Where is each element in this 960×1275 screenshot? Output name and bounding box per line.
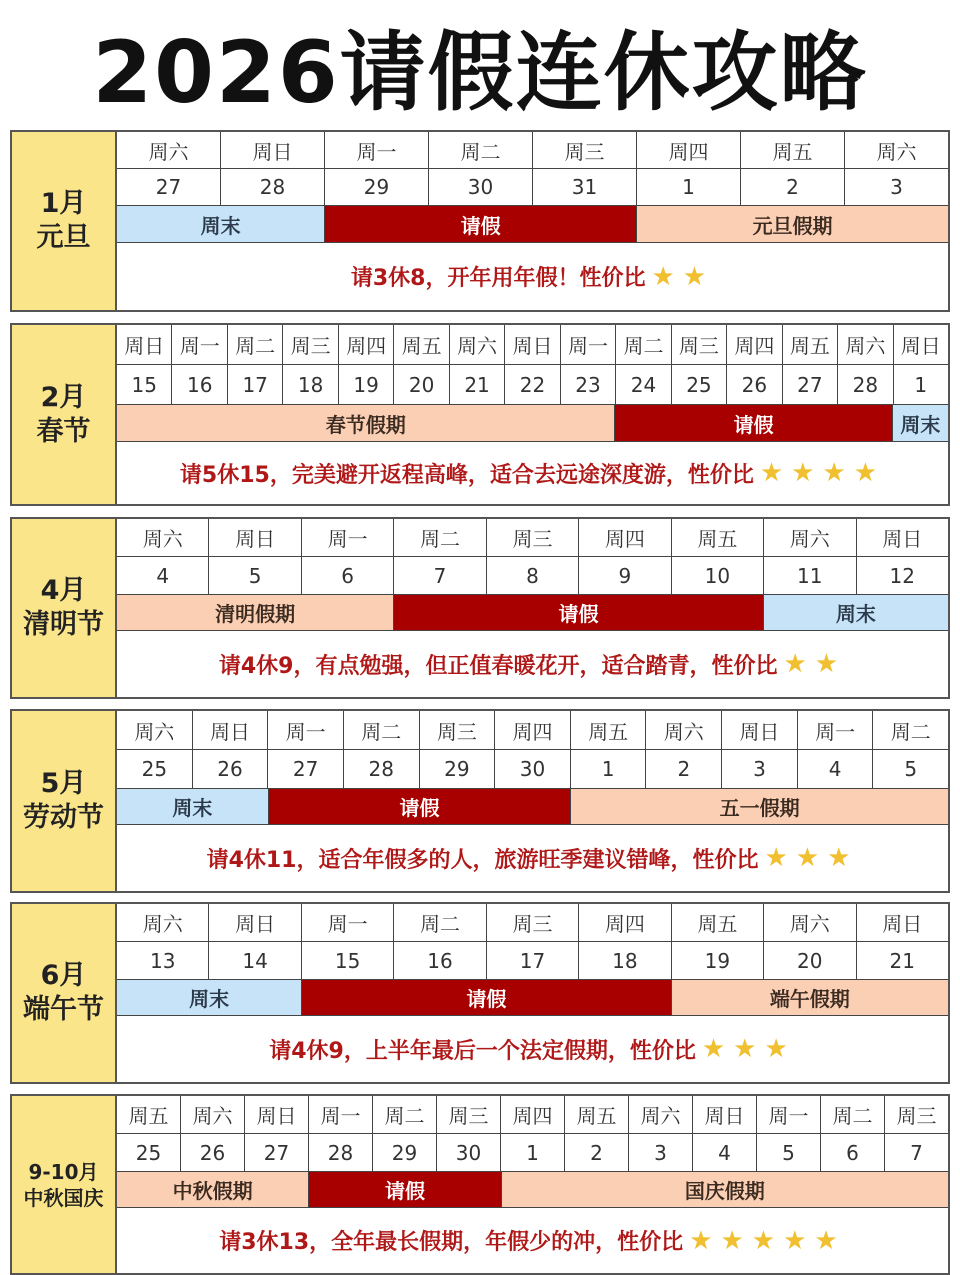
date-cell: 1 bbox=[637, 169, 741, 205]
date-row bbox=[117, 557, 948, 595]
weekday-cell: 周一 bbox=[172, 325, 227, 364]
date-cell: 27 bbox=[245, 1134, 309, 1171]
summary-note bbox=[117, 442, 948, 504]
section-label bbox=[12, 519, 117, 697]
date-cell: 28 bbox=[838, 365, 893, 404]
date-cell: 25 bbox=[117, 1134, 181, 1171]
calendar-grid bbox=[117, 325, 948, 504]
star-rating-icon: ★★★ bbox=[701, 1034, 796, 1064]
date-cell: 13 bbox=[117, 942, 209, 979]
weekday-cell: 周三 bbox=[533, 132, 637, 168]
holiday-name: 端午节 bbox=[23, 994, 104, 1025]
weekday-cell: 周二 bbox=[429, 132, 533, 168]
date-cell: 1 bbox=[501, 1134, 565, 1171]
weekday-cell: 周五 bbox=[565, 1096, 629, 1133]
period-holiday: 端午假期 bbox=[672, 980, 948, 1015]
holiday-name: 劳动节 bbox=[23, 802, 104, 833]
weekday-cell: 周六 bbox=[764, 904, 856, 941]
weekday-cell: 周日 bbox=[209, 519, 301, 556]
weekday-cell: 周三 bbox=[420, 711, 496, 749]
date-cell: 4 bbox=[798, 750, 874, 788]
weekday-cell: 周六 bbox=[838, 325, 893, 364]
period-band bbox=[117, 595, 948, 631]
date-cell: 17 bbox=[228, 365, 283, 404]
period-holiday: 清明假期 bbox=[117, 595, 394, 630]
date-cell: 29 bbox=[325, 169, 429, 205]
date-cell: 6 bbox=[821, 1134, 885, 1171]
date-cell: 6 bbox=[302, 557, 394, 594]
date-cell: 27 bbox=[783, 365, 838, 404]
period-band bbox=[117, 980, 948, 1016]
holiday-section bbox=[10, 130, 950, 312]
weekday-cell: 周一 bbox=[561, 325, 616, 364]
weekday-cell: 周六 bbox=[764, 519, 856, 556]
date-cell: 2 bbox=[565, 1134, 629, 1171]
date-cell: 5 bbox=[209, 557, 301, 594]
holiday-name: 中秋国庆 bbox=[23, 1185, 104, 1210]
weekday-cell: 周三 bbox=[283, 325, 338, 364]
date-cell: 27 bbox=[117, 169, 221, 205]
weekday-cell: 周四 bbox=[579, 519, 671, 556]
period-band bbox=[117, 789, 948, 825]
date-cell: 5 bbox=[904, 757, 918, 781]
date-row bbox=[117, 169, 948, 206]
date-cell: 27 bbox=[268, 750, 344, 788]
period-holiday: 国庆假期 bbox=[502, 1172, 948, 1207]
weekday-cell: 周六 bbox=[450, 325, 505, 364]
weekday-cell: 周二 bbox=[890, 719, 931, 744]
holiday-name: 元旦 bbox=[36, 222, 91, 253]
weekday-row bbox=[117, 904, 948, 942]
weekday-cell: 周三 bbox=[896, 1104, 937, 1128]
date-cell: 31 bbox=[533, 169, 637, 205]
note-text: 请5休15，完美避开返程高峰，适合去远途深度游，性价比 bbox=[179, 462, 754, 488]
period-leave: 请假 bbox=[325, 206, 637, 242]
date-cell: 1 bbox=[571, 750, 647, 788]
period-weekend: 周末 bbox=[117, 980, 302, 1015]
date-cell: 8 bbox=[487, 557, 579, 594]
period-band bbox=[117, 206, 948, 243]
star-rating-icon: ★★★★ bbox=[759, 458, 886, 488]
weekday-cell: 周五 bbox=[672, 519, 764, 556]
weekday-cell: 周六 bbox=[646, 711, 722, 749]
weekday-row bbox=[117, 325, 948, 365]
weekday-cell: 周五 bbox=[571, 711, 647, 749]
star-rating-icon: ★★★★★ bbox=[689, 1225, 846, 1256]
date-cell: 29 bbox=[373, 1134, 437, 1171]
calendar-grid bbox=[117, 519, 948, 697]
weekday-cell: 周一 bbox=[302, 519, 394, 556]
page-title: 2026请假连休攻略 bbox=[92, 23, 868, 123]
month-label: 5月 bbox=[40, 768, 87, 799]
summary-note bbox=[117, 631, 948, 697]
weekday-cell: 周五 bbox=[117, 1096, 181, 1133]
weekday-cell: 周六 bbox=[876, 139, 917, 164]
date-cell: 20 bbox=[394, 365, 449, 404]
date-cell: 20 bbox=[764, 942, 856, 979]
date-cell: 21 bbox=[450, 365, 505, 404]
period-holiday: 元旦假期 bbox=[637, 206, 948, 242]
section-label bbox=[12, 132, 117, 310]
date-cell: 17 bbox=[487, 942, 579, 979]
weekday-cell: 周五 bbox=[741, 132, 845, 168]
date-cell: 19 bbox=[672, 942, 764, 979]
weekday-cell: 周日 bbox=[245, 1096, 309, 1133]
holiday-section bbox=[10, 517, 950, 699]
holiday-section bbox=[10, 1094, 950, 1275]
note-text: 请3休8，开年用年假！性价比 bbox=[350, 266, 646, 291]
date-cell: 22 bbox=[505, 365, 560, 404]
weekday-cell: 周二 bbox=[821, 1096, 885, 1133]
weekday-cell: 周日 bbox=[693, 1096, 757, 1133]
summary-note bbox=[117, 825, 948, 891]
weekday-cell: 周日 bbox=[882, 912, 923, 936]
holiday-section bbox=[10, 323, 950, 506]
weekday-cell: 周日 bbox=[900, 334, 941, 358]
date-cell: 5 bbox=[757, 1134, 821, 1171]
weekday-cell: 周日 bbox=[505, 325, 560, 364]
date-cell: 23 bbox=[561, 365, 616, 404]
weekday-row bbox=[117, 519, 948, 557]
weekday-cell: 周二 bbox=[344, 711, 420, 749]
weekday-cell: 周三 bbox=[437, 1096, 501, 1133]
weekday-cell: 周日 bbox=[209, 904, 301, 941]
date-cell: 12 bbox=[889, 563, 915, 588]
date-row bbox=[117, 1134, 948, 1172]
period-weekend: 周末 bbox=[117, 789, 269, 824]
date-cell: 7 bbox=[394, 557, 486, 594]
period-leave: 请假 bbox=[309, 1172, 501, 1207]
calendar-grid bbox=[117, 711, 948, 891]
weekday-cell: 周六 bbox=[181, 1096, 245, 1133]
month-label: 9-10月 bbox=[28, 1159, 99, 1184]
weekday-cell: 周日 bbox=[221, 132, 325, 168]
date-cell: 3 bbox=[629, 1134, 693, 1171]
date-row bbox=[117, 365, 948, 405]
period-band bbox=[117, 1172, 948, 1208]
weekday-cell: 周四 bbox=[495, 711, 571, 749]
date-cell: 26 bbox=[727, 365, 782, 404]
weekday-cell: 周五 bbox=[783, 325, 838, 364]
weekday-cell: 周一 bbox=[268, 711, 344, 749]
weekday-cell: 周五 bbox=[672, 904, 764, 941]
date-cell: 30 bbox=[429, 169, 533, 205]
date-cell: 25 bbox=[117, 750, 193, 788]
holiday-section bbox=[10, 709, 950, 893]
weekday-cell: 周一 bbox=[309, 1096, 373, 1133]
weekday-cell: 周日 bbox=[193, 711, 269, 749]
note-text: 请4休9，有点勉强，但正值春暖花开，适合踏青，性价比 bbox=[218, 653, 778, 679]
period-leave: 请假 bbox=[302, 980, 671, 1015]
weekday-cell: 周一 bbox=[302, 904, 394, 941]
weekday-cell: 周日 bbox=[882, 527, 923, 551]
weekday-cell: 周二 bbox=[373, 1096, 437, 1133]
date-cell: 14 bbox=[209, 942, 301, 979]
period-holiday: 五一假期 bbox=[571, 789, 948, 824]
date-row bbox=[117, 942, 948, 980]
weekday-cell: 周六 bbox=[117, 519, 209, 556]
period-leave: 请假 bbox=[615, 405, 892, 441]
period-weekend: 周末 bbox=[893, 405, 948, 441]
date-cell: 7 bbox=[910, 1140, 923, 1165]
weekday-cell: 周一 bbox=[325, 132, 429, 168]
date-cell: 3 bbox=[722, 750, 798, 788]
date-cell: 15 bbox=[302, 942, 394, 979]
weekday-cell: 周二 bbox=[616, 325, 671, 364]
date-cell: 10 bbox=[672, 557, 764, 594]
period-leave: 请假 bbox=[269, 789, 571, 824]
note-text: 请4休11，适合年假多的人，旅游旺季建议错峰，性价比 bbox=[206, 847, 759, 873]
weekday-cell: 周六 bbox=[117, 711, 193, 749]
period-weekend: 周末 bbox=[764, 595, 948, 630]
summary-note bbox=[117, 1016, 948, 1082]
date-cell: 26 bbox=[181, 1134, 245, 1171]
weekday-cell: 周二 bbox=[394, 519, 486, 556]
calendar-grid bbox=[117, 1096, 948, 1273]
period-holiday: 中秋假期 bbox=[117, 1172, 309, 1207]
weekday-row bbox=[117, 711, 948, 750]
weekday-cell: 周二 bbox=[394, 904, 486, 941]
holiday-name: 春节 bbox=[36, 415, 91, 447]
star-rating-icon: ★★ bbox=[783, 649, 847, 679]
calendar-grid bbox=[117, 904, 948, 1082]
weekday-cell: 周五 bbox=[394, 325, 449, 364]
weekday-cell: 周四 bbox=[579, 904, 671, 941]
weekday-cell: 周一 bbox=[798, 711, 874, 749]
date-cell: 19 bbox=[339, 365, 394, 404]
date-cell: 30 bbox=[495, 750, 571, 788]
date-cell: 18 bbox=[283, 365, 338, 404]
date-cell: 21 bbox=[889, 948, 915, 973]
calendar-grid bbox=[117, 132, 948, 310]
note-text: 请4休9，上半年最后一个法定假期，性价比 bbox=[269, 1038, 696, 1064]
month-label: 4月 bbox=[40, 575, 87, 606]
section-label bbox=[12, 1096, 117, 1273]
date-cell: 28 bbox=[309, 1134, 373, 1171]
weekday-cell: 周六 bbox=[629, 1096, 693, 1133]
weekday-cell: 周日 bbox=[722, 711, 798, 749]
holiday-section bbox=[10, 902, 950, 1084]
weekday-row bbox=[117, 132, 948, 169]
star-rating-icon: ★★ bbox=[651, 261, 715, 292]
weekday-cell: 周六 bbox=[117, 132, 221, 168]
section-label bbox=[12, 711, 117, 891]
date-cell: 15 bbox=[117, 365, 172, 404]
weekday-cell: 周三 bbox=[487, 519, 579, 556]
section-label bbox=[12, 904, 117, 1082]
date-cell: 29 bbox=[420, 750, 496, 788]
date-cell: 18 bbox=[579, 942, 671, 979]
weekday-cell: 周三 bbox=[487, 904, 579, 941]
weekday-cell: 周四 bbox=[339, 325, 394, 364]
date-cell: 1 bbox=[914, 372, 928, 397]
period-weekend: 周末 bbox=[117, 206, 325, 242]
weekday-row bbox=[117, 1096, 948, 1134]
date-row bbox=[117, 750, 948, 789]
holiday-name: 清明节 bbox=[23, 609, 104, 640]
weekday-cell: 周二 bbox=[228, 325, 283, 364]
month-label: 6月 bbox=[40, 960, 87, 991]
date-cell: 16 bbox=[172, 365, 227, 404]
weekday-cell: 周四 bbox=[501, 1096, 565, 1133]
summary-note bbox=[117, 243, 948, 310]
date-cell: 2 bbox=[646, 750, 722, 788]
date-cell: 30 bbox=[437, 1134, 501, 1171]
date-cell: 2 bbox=[741, 169, 845, 205]
period-holiday: 春节假期 bbox=[117, 405, 615, 441]
date-cell: 24 bbox=[616, 365, 671, 404]
weekday-cell: 周一 bbox=[757, 1096, 821, 1133]
weekday-cell: 周四 bbox=[637, 132, 741, 168]
date-cell: 25 bbox=[672, 365, 727, 404]
date-cell: 4 bbox=[117, 557, 209, 594]
summary-note bbox=[117, 1208, 948, 1273]
date-cell: 11 bbox=[764, 557, 856, 594]
date-cell: 26 bbox=[193, 750, 269, 788]
date-cell: 28 bbox=[221, 169, 325, 205]
period-band bbox=[117, 405, 948, 442]
weekday-cell: 周三 bbox=[672, 325, 727, 364]
note-text: 请3休13，全年最长假期，年假少的冲，性价比 bbox=[219, 1230, 684, 1255]
date-cell: 3 bbox=[890, 175, 903, 199]
date-cell: 4 bbox=[693, 1134, 757, 1171]
star-rating-icon: ★★★ bbox=[764, 843, 859, 873]
weekday-cell: 周日 bbox=[117, 325, 172, 364]
weekday-cell: 周六 bbox=[117, 904, 209, 941]
period-leave: 请假 bbox=[394, 595, 763, 630]
date-cell: 28 bbox=[344, 750, 420, 788]
date-cell: 9 bbox=[579, 557, 671, 594]
section-label bbox=[12, 325, 117, 504]
weekday-cell: 周四 bbox=[727, 325, 782, 364]
month-label: 1月 bbox=[40, 188, 87, 219]
month-label: 2月 bbox=[40, 381, 87, 413]
date-cell: 16 bbox=[394, 942, 486, 979]
